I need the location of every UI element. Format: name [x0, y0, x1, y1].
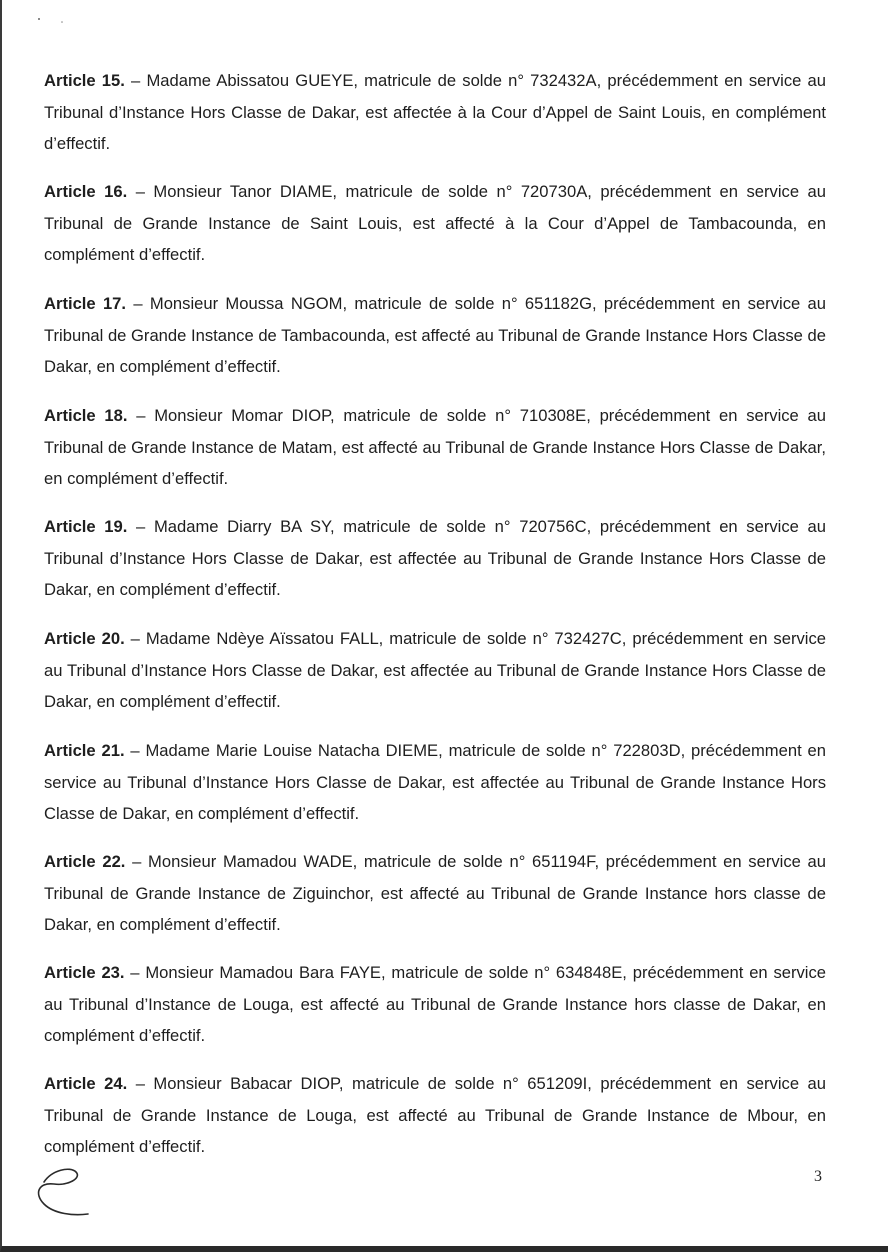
article-text: – Monsieur Moussa NGOM, matricule de solde n° 651182G, précédemment en service au Tribunal de Grande Instance de Tambacounda, est affecté au Tribunal de Grande Instance Hors Classe de Dakar, en complément d’effectif. — [44, 294, 826, 376]
article-text: – Monsieur Babacar DIOP, matricule de solde n° 651209I, précédemment en service au Tribunal de Grande Instance de Louga, est affecté au Tribunal de Grande Instance de Mbour, en complément d’effectif. — [44, 1074, 827, 1156]
article-24 — [44, 1068, 826, 1163]
article-label: Article 17. — [44, 294, 127, 313]
article-label: Article 18. — [44, 406, 128, 425]
article-label: Article 23. — [44, 963, 125, 982]
article-label: Article 19. — [44, 517, 128, 536]
article-21 — [44, 735, 826, 830]
article-text: – Madame Marie Louise Natacha DIEME, matricule de solde n° 722803D, précédemment en service au Tribunal d’Instance Hors Classe de Dakar, est affectée au Tribunal de Grande Instance Hors Classe de Dakar, en complément d’effectif. — [44, 741, 826, 823]
article-16 — [44, 176, 826, 271]
article-text: – Monsieur Mamadou Bara FAYE, matricule de solde n° 634848E, précédemment en service au Tribunal d’Instance de Louga, est affecté au Tribunal de Grande Instance hors classe de Dakar, en complément d’effectif. — [44, 963, 826, 1045]
article-17 — [44, 288, 826, 383]
article-15 — [44, 65, 826, 160]
article-text: – Monsieur Mamadou WADE, matricule de solde n° 651194F, précédemment en service au Tribunal de Grande Instance de Ziguinchor, est affecté au Tribunal de Grande Instance hors classe de Dakar, en complément d’effectif. — [44, 852, 827, 934]
article-18 — [44, 400, 826, 495]
article-text: – Madame Diarry BA SY, matricule de solde n° 720756C, précédemment en service au Tribunal d’Instance Hors Classe de Dakar, est affectée au Tribunal de Grande Instance Hors Classe de Dakar, en complément d’effectif. — [44, 517, 826, 599]
article-label: Article 24. — [44, 1074, 128, 1093]
article-20 — [44, 623, 826, 718]
article-label: Article 20. — [44, 629, 125, 648]
signature-initial — [30, 1160, 110, 1220]
article-19 — [44, 511, 826, 606]
article-text: – Madame Abissatou GUEYE, matricule de solde n° 732432A, précédemment en service au Tribunal d’Instance Hors Classe de Dakar, est affectée à la Cour d’Appel de Saint Louis, en complément d’effectif. — [44, 71, 826, 153]
article-label: Article 16. — [44, 182, 128, 201]
article-22 — [44, 846, 826, 941]
article-label: Article 21. — [44, 741, 125, 760]
article-text: – Madame Ndèye Aïssatou FALL, matricule de solde n° 732427C, précédemment en service au Tribunal d’Instance Hors Classe de Dakar, est affectée au Tribunal de Grande Instance Hors Classe de Dakar, en complément d’effectif. — [44, 629, 826, 711]
scan-specks — [2, 0, 82, 30]
article-label: Article 15. — [44, 71, 125, 90]
article-23 — [44, 957, 826, 1052]
article-text: – Monsieur Momar DIOP, matricule de solde n° 710308E, précédemment en service au Tribunal de Grande Instance de Matam, est affecté au Tribunal de Grande Instance Hors Classe de Dakar, en complément d’effectif. — [44, 406, 827, 488]
article-text: – Monsieur Tanor DIAME, matricule de solde n° 720730A, précédemment en service au Tribunal de Grande Instance de Saint Louis, est affecté à la Cour d’Appel de Tambacounda, en complément d’effectif. — [44, 182, 826, 264]
page-number: 3 — [814, 1168, 822, 1185]
article-label: Article 22. — [44, 852, 126, 871]
